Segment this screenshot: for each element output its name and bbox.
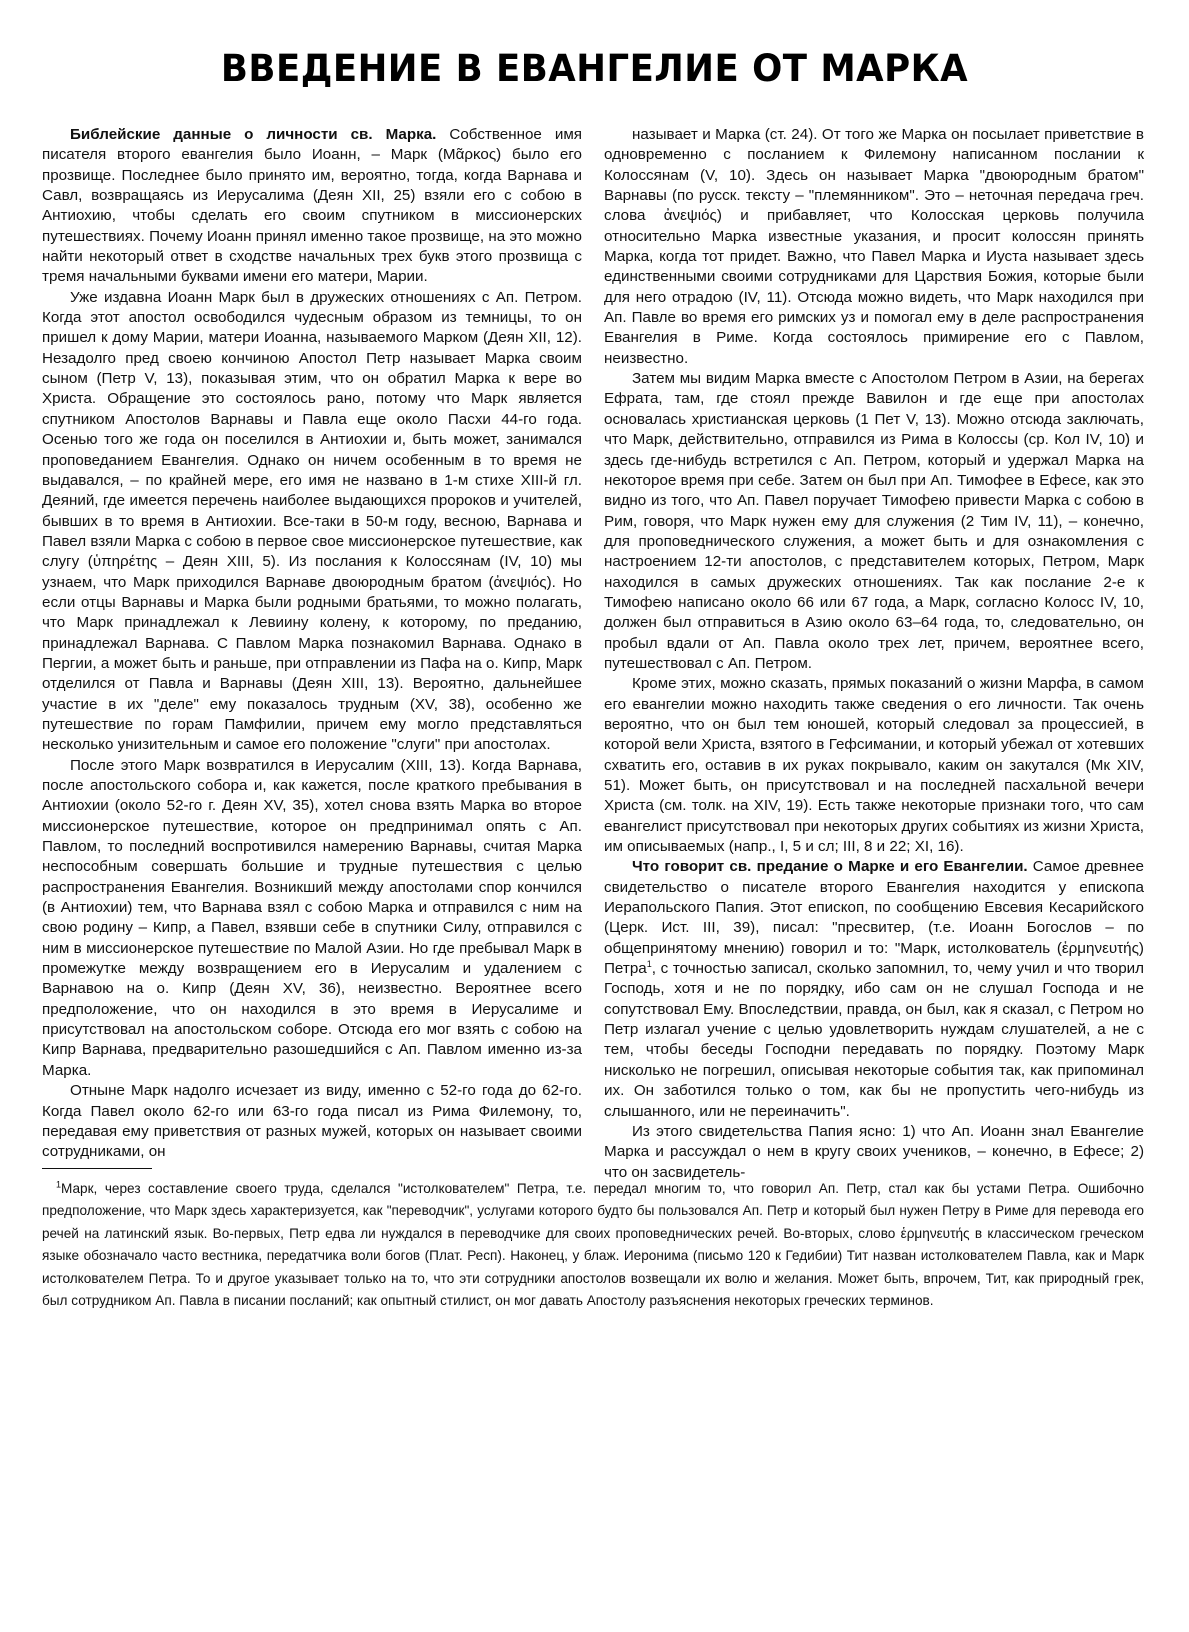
footnote-reference[interactable]: 1 bbox=[646, 959, 652, 970]
paragraph-text: Самое древнее свидетельство о писателе второго Евангелия находится у епископа Иерапольского Папия. Этот епископ, по сообщению Евсевия Кесарийского (Церк. Ист. III, 39), писал: "пресвитер, (т.е. Иоанн Богослов – по общепринятому мнению) говорил и то: "Марк, истолкователь (ἑρμηνευτής) Петра bbox=[604, 858, 1144, 978]
footnote-text: Марк, через составление своего труда, сделался "истолкователем" Петра, т.е. передал многим то, что говорил Ап. Петр, стал как бы устами Петра. Ошибочно предположение, что Марк здесь характеризуется, как "переводчик", услугами которого будто бы пользовался Ап. Петр и который был нужен Петру в Риме для перевода его речей на латинский язык. Во-первых, Петр едва ли нуждался в переводчике для своих проповеднических речей. Во-вторых, слово ἑρμηνευτής в классическом греческом языке обозначало часто вестника, передатчика воли богов (Плат. Респ). Наконец, у блаж. Иеронима (письмо 120 к Гедибии) Тит назван истолкователем Павла, как и Марк истолкователем Петра. То и другое указывает только на то, что эти сотрудники апостолов возвещали их волю и желания. Может быть, впрочем, Тит, как природный грек, был сотрудником Ап. Павла в писании посланий; как опытный стилист, он мог давать Апостолу разъяснения некоторых греческих терминов. bbox=[42, 1181, 1144, 1309]
footnote bbox=[42, 1178, 1144, 1312]
paragraph: называет и Марка (ст. 24). От того же Марка он посылает приветствие в одновременно с посланием к Филемону написанном послании к Колоссянам (V, 10). Здесь он называет Марка "двоюродным братом" Варнавы (по русск. тексту – "племянником". Это – неточная передача греч. слова ἀνεψιός) и прибавляет, что Колосская церковь получила относительно Марка известные указания, и просит колоссян принять Марка, когда тот придет. Важно, что Павел Марка и Иуста называет здесь единственными своими сотрудниками для Царствия Божия, которые были для него отрадою (IV, 11). Отсюда можно видеть, что Марк находился при Ап. Павле во время его римских уз и помогал ему в деле распространения Евангелия в Риме. Когда состоялось примирение его с Павлом, неизвестно. bbox=[604, 126, 1144, 367]
paragraph: Затем мы видим Марка вместе с Апостолом Петром в Азии, на берегах Ефрата, там, где стоял прежде Вавилон и где еще при апостолах основалась христианская церковь (1 Пет V, 13). Можно отсюда заключать, что Марк, действительно, отправился из Рима в Колоссы (ср. Кол IV, 10) и здесь где-нибудь встретился с Ап. Петром, который и удержал Марка на некоторое время при себе. Затем он был при Ап. Тимофее в Ефесе, как это видно из того, что Ап. Павел поручает Тимофею привести Марка с собою в Рим, говоря, что Марк нужен ему для служения (2 Тим IV, 11), – конечно, для проповеднического служения, а может быть и для ознакомления с настроением 12-ти апостолов, с представителем которых, Петром, Марк находился в самых дружеских отношениях. Так как послание 2-е к Тимофею написано около 66 или 67 года, а Марк, согласно Колосс IV, 10, должен был отправиться в Азию около 63–64 года, то, следовательно, он пробыл вдали от Ап. Павла около трех лет, причем, вероятнее всего, путешествовал с Ап. Петром. bbox=[604, 370, 1144, 672]
page-title: ВВЕДЕНИЕ В ЕВАНГЕЛИЕ ОТ МАРКА bbox=[220, 46, 969, 90]
footnote-mark: 1 bbox=[56, 1179, 62, 1190]
paragraph: Из этого свидетельства Папия ясно: 1) что Ап. Иоанн знал Евангелие Марка и рассуждал о нем в кругу своих учеников, – конечно, в Ефесе; 2) что он засвидетель- bbox=[604, 1122, 1144, 1181]
section-heading-biblical-data: Библейские данные о личности св. Марка. bbox=[70, 126, 437, 143]
footnote-divider bbox=[42, 1168, 152, 1169]
text-column-right bbox=[604, 125, 1144, 1183]
paragraph-text: , с точностью записал, сколько запомнил, то, чему учил и что творил Господь, хотя и не по порядку, ибо сам он не слушал Господа и не сопутствовал Ему. Впоследствии, правда, он был, как я сказал, с Петром но Петр излагал учение с целью удовлетворить нуждам слушателей, а не с тем, чтобы беседы Господни передавать по порядку. Поэтому Марк нисколько не погрешил, описывая некоторые события так, как припоминал их. Он заботился только о том, как бы не пропустить чего-нибудь из слышанного, или не переиначить". bbox=[604, 960, 1144, 1120]
paragraph: Отныне Марк надолго исчезает из виду, именно с 52-го года до 62-го. Когда Павел около 62-го или 63-го года писал из Рима Филемону, то, передавая ему приветствия от разных мужей, которых он называет своими сотрудниками, он bbox=[42, 1082, 582, 1161]
paragraph: После этого Марк возвратился в Иерусалим (XIII, 13). Когда Варнава, после апостольского собора и, как кажется, после краткого пребывания в Антиохии (около 52-го г. Деян XV, 35), хотел снова взять Марка во второе миссионерское путешествие, которое он предпринимал опять с Ап. Павлом, то последний воспротивился намерению Варнавы, считая Марка неспособным совершать большие и трудные путешествия с целью распространения Евангелия. Возникший между апостолами спор кончился (в Антиохии) тем, что Варнава взял с собою Марка и отправился с ним на свою родину – Кипр, а Павел, взявши себе в спутники Силу, отправился с ним в миссионерское путешествие по Малой Азии. Но где пребывал Марк в промежутке между возвращением его в Иерусалим и удалением с Варнавою на о. Кипр (Деян XV, 36), неизвестно. Вероятнее всего предположение, что он находился в это время в Иерусалиме и присутствовал на апостольском соборе. Отсюда его мог взять с собою на Кипр Варнава, предварительно разошедшийся с Ап. Павлом именно из-за Марка. bbox=[42, 756, 582, 1079]
section-heading-tradition: Что говорит св. предание о Марке и его Евангелии. bbox=[632, 858, 1028, 876]
paragraph: Кроме этих, можно сказать, прямых показаний о жизни Марфа, в самом его евангелии можно находить также сведения о его личности. Так очень вероятно, что он был тем юношей, который следовал за процессией, в которой вели Христа, взятого в Гефсимании, и который убежал от хотевших схватить его, оставив в их руках покрывало, каким он закутался (Мк XIV, 51). Может быть, он присутствовал и на последней пасхальной вечери Христа (см. толк. на XIV, 19). Есть также некоторые признаки того, что сам евангелист присутствовал при некоторых других событиях из жизни Христа, им описываемых (напр., I, 5 и сл; III, 8 и 22; XI, 16). bbox=[604, 675, 1144, 856]
paragraph: Уже издавна Иоанн Марк был в дружеских отношениях с Ап. Петром. Когда этот апостол освободился чудесным образом из темницы, то он пришел к дому Марии, матери Иоанна, называемого Марком (Деян XII, 12). Незадолго пред своею кончиною Апостол Петр называет Марка своим сыном (Петр V, 13), показывая этим, что он обратил Марка к вере во Христа. Обращение это состоялось рано, потому что Марк является спутником Апостолов Варнавы и Павла еще около Пасхи 44-го года. Осенью того же года он поселился в Антиохии и, быть может, занимался проповеданием Евангелия. Однако он ничем особенным в то время не выдавался, – по крайней мере, его имя не названо в 1-м стихе XIII-й гл. Деяний, где имеется перечень наиболее выдающихся пророков и учителей, бывших в то время в Антиохии. Все-таки в 50-м году, весною, Варнава и Павел взяли Марка с собою в первое свое миссионерское путешествие, как слугу (ὑπηρέτης – Деян XIII, 5). Из послания к Колоссянам (IV, 10) мы узнаем, что Марк приходился Варнаве двоюродным братом (ἀνεψιός). Но если отцы Варнавы и Марка были родными братьями, то можно полагать, что Марк принадлежал к Левиину колену, к которому, по преданию, принадлежал Варнава. С Павлом Марка познакомил Варнава. Однако в Пергии, а может быть и раньше, при отправлении из Пафа на о. Кипр, Марк отделился от Павла и Варнавы (Деян XIII, 13). Вероятно, дальнейшее участие в их "деле" ему показалось трудным (XV, 38), особенно же путешествие по горам Памфилии, причем ему могло представляться несколько унизительным и самое его положение "слуги" при апостолах. bbox=[42, 288, 582, 754]
paragraph bbox=[42, 125, 582, 288]
paragraph bbox=[604, 857, 1144, 1121]
text-column-left bbox=[42, 125, 582, 1163]
paragraph-text: Собственное имя писателя второго евангелия было Иоанн, – Марк (Μᾶρκος) было его прозвище. Последнее было принято им, вероятно, тогда, когда Варнава и Савл, возвращаясь из Иерусалима (Деян XII, 25) взяли его с собою в Антиохию, чтобы сделать его своим спутником в миссионерских путешествиях. Почему Иоанн принял именно такое прозвище, на это можно найти некоторый ответ в сходстве начальных трех букв этого прозвища с тремя начальными буквами имени его матери, Марии. bbox=[42, 126, 582, 286]
